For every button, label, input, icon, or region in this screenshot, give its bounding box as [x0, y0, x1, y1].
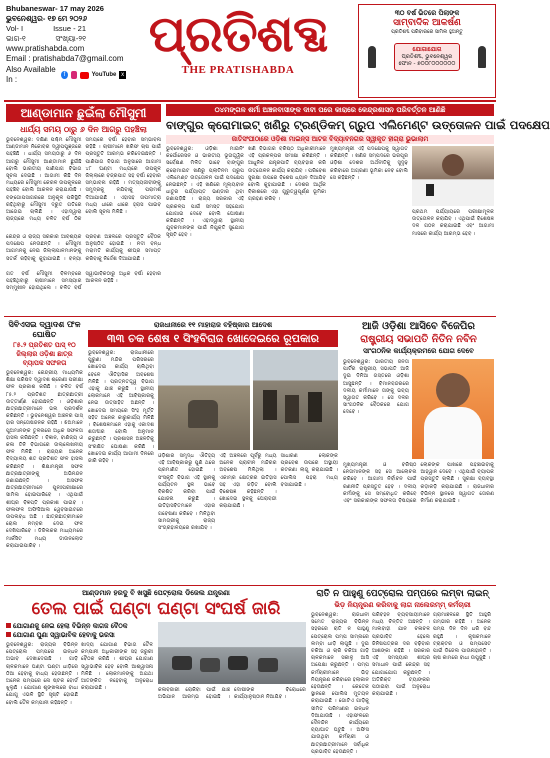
person-figure [436, 373, 470, 407]
logo [148, 4, 328, 84]
story-subhead: ସାଂଗଠନିକ କାର୍ଯ୍ୟକ୍ରମରେ ଯୋଗ ଦେବେ [363, 347, 474, 355]
story-body: ଭୁବନେଶ୍ୱର: କେନ୍ଦ୍ରୀୟ ମାଧ୍ୟମିକ ଶିକ୍ଷା ପରିଷଦ ଦ୍ୱାଦଶ ଶ୍ରେଣୀ ପରୀକ୍ଷା ଫଳ ପ୍ରକାଶ କରିଛି । ଚଳିତ ବର୍ଷ ୮୫.୨ ପ୍ରତିଶତ ଛାତ୍ରଛାତ୍ରୀ ଉତ୍ତୀର୍ଣ୍ଣ ହୋଇଛନ୍ତି । ଓଡ଼ିଶାର ଛାତ୍ରଛାତ୍ରୀମାନେ ଭଲ ପ୍ରଦର୍ଶନ କରିଛନ୍ତି । ଭୁବନେଶ୍ୱର ଅଞ୍ଚଳର ପାସ୍ ହାର ସନ୍ତୋଷଜନକ ରହିଛି । ଝିଅମାନେ ପୁଅମାନଙ୍କ ତୁଳନାରେ ଅଧିକ ସଫଳତା ହାସଲ କରିଛନ୍ତି । ବିଜ୍ଞାନ, ବାଣିଜ୍ୟ ଓ କଳା ତିନି ବିଭାଗରେ ଉଲ୍ଲେଖନୀୟ ଫଳ ମିଳିଛି । ରାଜ୍ୟର ଅନେକ ବିଦ୍ୟାଳୟ ଶତ ପ୍ରତିଶତ ଫଳ ହାସଲ କରିଛନ୍ତି । ଶିକ୍ଷାମନ୍ତ୍ରୀ ସଫଳ ଛାତ୍ରଛାତ୍ରୀଙ୍କୁ ଅଭିନନ୍ଦନ ଜଣାଇଛନ୍ତି । ଅସଫଳ ଛାତ୍ରଛାତ୍ରୀମାନେ ପୁନଃପରୀକ୍ଷାରେ ସାମିଲ ହୋଇପାରିବେ । ଏଥିପାଇଁ ଶୀଘ୍ର ବିଜ୍ଞପ୍ତି ପ୍ରକାଶ ପାଇବ । ଫଳାଫଳ ଅଫିସିଆଲ ୱେବସାଇଟରେ ଉପଲବ୍ଧ ଅଛି । ଛାତ୍ରଛାତ୍ରୀମାନେ ରୋଲ ନମ୍ବର ଦେଇ ଫଳ ଦେଖିପାରିବେ । ଡିଜିଲକର ମାଧ୍ୟମରେ ମାର୍କସିଟ ମଧ୍ୟ ଡାଉନଲୋଡ କରାଯାଇପାରିବ । [6, 370, 83, 549]
story-subhead: ୮୫.୨ ପ୍ରତିଶତ ପାସ୍ ୧୦ ଜିଲ୍ଲାର ଓଡ଼ିଶା ଛାତ୍ର ବ୍ୟାପକ ସଫଳତା [13, 341, 76, 367]
microphone-icon [368, 46, 376, 68]
story-body-continued: କଳାବଜାରୀ ରୋକିବା ପାଇଁ ଯାଞ୍ଚ ଅଭିଯାନ ଆରମ୍ଭ ହୋଇଛି । ଦୋଷୀଙ୍କ ବିରୋଧରେ କାର୍ଯ୍ୟାନୁଷ୍ଠାନ ନିଆଯିବ । [158, 687, 306, 701]
story-chromite[interactable] [166, 104, 550, 314]
bullet-icon [6, 623, 11, 628]
story-body: ଭୁବନେଶ୍ୱର: ଓଡ଼ିଶା ମାଇନିଂ କର୍ପୋରେସନ ଓ ଭାରତୀୟ ଭୂତାତ୍ତ୍ୱିକ ସର୍ବେକ୍ଷଣ ମିଳିତ ଭାବେ ବାଙ୍ଗୁର କ୍ରୋମାଇଟ ଖଣିରୁ ପ୍ଲାଟିନମ ଗ୍ରୁପ ଏଲିମେଣ୍ଟ ଉତ୍ତୋଳନ ପାଇଁ ପଦକ୍ଷେପ ନେଇଛନ୍ତି । ଏହି ଖଣିରେ ମୂଲ୍ୟବାନ ଧାତୁର ପର୍ଯ୍ୟାପ୍ତ ଭଣ୍ଡାର ଥିବା ଜଣାପଡ଼ିଛି । ରାଜ୍ୟ ସରକାର ଏହି ପ୍ରକଳ୍ପ ପାଇଁ ସମସ୍ତ ସହଯୋଗ ଯୋଗାଇ ଦେବେ ବୋଲି ଘୋଷଣା କରିଛନ୍ତି । ଏହାଦ୍ୱାରା ସ୍ଥାନୀୟ ଯୁବକମାନଙ୍କ ପାଇଁ ନିଯୁକ୍ତି ସୁଯୋଗ ସୃଷ୍ଟି ହେବ । [166, 146, 244, 239]
logo-english: THE PRATISHABDA [181, 64, 295, 76]
story-body-continued: ଗତ ବର୍ଷ ମୌସୁମୀ ବିଳମ୍ବରେ ପହଞ୍ଚିଥିବାରୁ ଚାଷୀମାନେ ସମସ୍ୟାର ସମ୍ମୁଖୀନ ହୋଇଥିଲେ । ଚଳିତ ବର୍ଷ ସ୍ୱାଭାବିକଠାରୁ ଅଧିକ ବର୍ଷା ହେବାର ଆକଳନ ରହିଛି । [6, 271, 161, 292]
story-kicker: ୦୪ମଙ୍ଗଳ ଶର୍ମା ଅଞ୍ଚଳବାସୀଙ୍କ ଦାବୀ ପରେ କାରାରେ କେନ୍ଦ୍ରଶାସନ ପରିବର୍ତ୍ତନ ଆଣିଛି [166, 104, 494, 116]
ad-line-1: ୩୦ ବର୍ଷ ଭିତରେ ପିଲାଙ୍କ [394, 9, 460, 17]
instagram-icon[interactable] [71, 71, 78, 79]
microphone-icon [478, 46, 486, 68]
story-photo [412, 146, 494, 206]
story-body-continued: ଖଣି ବିଭାଗର ବରିଷ୍ଠ ଅଧିକାରୀମାନେ ଏହି ପ୍ରକଳ୍ପର ସମୀକ୍ଷା କରିଛନ୍ତି । ଆଧୁନିକ ଯନ୍ତ୍ରପାତି ବ୍ୟବହାର କରି ଉତ୍ତୋଳନ କାର୍ଯ୍ୟ କରାଯିବ । ପରିବେଶ ସୁରକ୍ଷା ଉପରେ ବିଶେଷ ଧ୍ୟାନ ଦିଆଯିବ ବୋଲି କୁହାଯାଇଛି । ଦେଶର ଆର୍ଥିକ ବିକାଶରେ ଏହା ଗୁରୁତ୍ୱପୂର୍ଣ୍ଣ ଭୂମିକା ଗ୍ରହଣ କରିବ । [248, 146, 326, 203]
story-body-continued: ଗ୍ରାମାଞ୍ଚଳରେ ସ୍ଥିତି ଆହୁରି ଗମ୍ଭୀର ରହିଛି । ଅନେକ ପମ୍ପ ଦିନ ଦିନ ଧରି ବନ୍ଦ ରହୁଛି । କୃଷକମାନେ ଟ୍ରାକ୍ଟର ଓ ପମ୍ପସେଟ ପାଇଁ ଡିଜେଲ ପାଉନାହାନ୍ତି । ଚାଷ କାମରେ ବାଧା ଉପୁଜୁଛି । [433, 612, 491, 662]
story-body: ଭୁବନେଶ୍ୱର: ଭାରତୀୟ ଜନତା ପାର୍ଟିର ରାଷ୍ଟ୍ରୀୟ ସଭାପତି ଆଜି ଦୁଇ ଦିନିଆ ଗସ୍ତରେ ଓଡ଼ିଶା ଆସୁଛନ୍ତି । ବିମାନବନ୍ଦରରେ ଦଳୀୟ କର୍ମୀମାନେ ତାଙ୍କୁ ଭବ୍ୟ ସ୍ୱାଗତ କରିବେ । ସେ ଦଳର ସାଂଗଠନିକ ବୈଠକରେ ଯୋଗ ଦେବେ । [343, 359, 409, 416]
story-photo [253, 350, 338, 450]
story-body-continued: କେନ୍ଦ୍ର ଓ ରାଜ୍ୟ ସରକାର ଆବଶ୍ୟକ ପଦକ୍ଷେପ ନେଉଛନ୍ତି । ମୌସୁମୀ ଆଗମନକୁ ନେଇ ଜିଲ୍ଲାପାଳମାନଙ୍କୁ ସତର୍କ ରହିବାକୁ କୁହାଯାଇଛି । ବନ୍ୟା ପ୍ରବଣ ଅଞ୍ଚଳରେ ପ୍ରସ୍ତୁତି ବୈଠକ ଅନୁଷ୍ଠିତ ହୋଇଛି । ନଦୀ ବନ୍ଧ ମରାମତି କାର୍ଯ୍ୟକୁ ଶୀଘ୍ର ସମାପ୍ତ କରିବାକୁ ନିର୍ଦ୍ଦେଶ ଦିଆଯାଇଛି । [6, 234, 161, 262]
crowd-figure [285, 395, 299, 423]
story-body-continued: ମୁଖ୍ୟମନ୍ତ୍ରୀ ଏହି ପଦକ୍ଷେପକୁ ସ୍ୱାଗତ କରିଛନ୍ତି । ଖଣିଜ ସମ୍ପଦରେ ଭରପୂର ଓଡ଼ିଶା ଦେଶର ଅର୍ଥନୀତିକୁ ସୁଦୃଢ଼ କରିବାରେ ଅଗ୍ରଣୀ ଭୂମିକା ନେବ ବୋଲି ସେ କହିଛନ୍ତି । [330, 146, 408, 181]
story-body-continued: ପରିବହନ ବ୍ୟବସାୟୀମାନେ ମଧ୍ୟ ଚିନ୍ତିତ ଅଛନ୍ତି । ମାଲବାହୀ ଯାନ ଚଳାଚଳ ପ୍ରଭାବିତ ହେଲେ ଜିନିଷପତ୍ରର ଦର ବଢ଼ିବାର ଆଶଙ୍କା ରହିଛି । ସରକାର ଏହି ସମସ୍ୟାର ଶୀଘ୍ର ସମାଧାନ ପାଇଁ କେନ୍ଦ୍ର ସହ ଯୋଗାଯୋଗ କରୁଛନ୍ତି । ଅତିରିକ୍ତ ଟ୍ୟାଙ୍କର ପଠାଇବା ପାଇଁ ଅନୁରୋଧ କରାଯାଇଛି । [372, 612, 430, 698]
x-icon[interactable]: x [121, 72, 125, 78]
bullet-icon [6, 632, 11, 637]
story-subhead: ଭିଡ଼ ନିୟନ୍ତ୍ରଣ କରିବାକୁ ଲାଗ ନାଲେରମ୍ମ୍ କର୍ମଚାରୀ [334, 601, 471, 609]
story-bjp-president[interactable] [343, 320, 494, 582]
story-excavation[interactable] [88, 320, 338, 582]
queue-vehicle [200, 658, 220, 672]
story-kicker: ରାଜଧାନୀରେ ୧୧ ମାହାରାଜ ବହିଷ୍କାର ଆଦେଶ [153, 321, 273, 329]
story-body-continued: ସାଧାରଣ ଲୋକଙ୍କ ପ୍ରବେଶ ଉପରେ ଅସ୍ଥାୟୀ କଟକଣା ଲାଗୁ କରାଯାଇଛି । ପୋଲିସ ପହରା ମଧ୍ୟ ବସାଯାଇଛି । [280, 453, 338, 488]
queue-vehicle [172, 656, 192, 670]
section-divider [4, 585, 496, 586]
also-available-label: Also Available In : [6, 65, 56, 84]
masthead-divider [4, 100, 496, 102]
masthead [0, 0, 500, 103]
story-monsoon[interactable] [6, 104, 161, 314]
crowd-figure [308, 392, 322, 422]
ad-line-5: ପ୍ରତିଶବ୍ଦ, ଭୁବନେଶ୍ୱର [401, 54, 453, 60]
section-divider [4, 316, 496, 317]
story-headline: ତେଲ ପାଇଁ ଘଣ୍ଟା ଘଣ୍ଟା ସଂଘର୍ଷ ଜାରି [31, 599, 281, 619]
queue-vehicle [258, 658, 278, 672]
story-headline: ବାଙ୍ଗୁର କ୍ରୋମାଇଟ୍ ଖଣିରୁ ଟ୍ରଣ୍ଡିକମ୍ ଗ୍ରୁପ ଏଲିମେଣ୍ଟ ଉତ୍ତୋଳନ ପାଇଁ ପଦକ୍ଷେପ [166, 118, 550, 132]
stone-lion-figure [188, 400, 218, 428]
ad-line-2: ସାମ୍ବାଦିକ ଆକର୍ଷଣ [393, 18, 461, 28]
story-kicker: ଆଣ୍ଡମାନ ହରଦୁ ବି ଖସୁଛି ପେଟ୍ରୋଲ ଡିଜେଲ ଯନ୍ତ୍ରଣା [82, 589, 230, 597]
bullet-text: ଯୋଗାଣ ପୁଣା ସ୍ୱାଭାବିକ ହେବାକୁ ଭରସା [13, 631, 115, 639]
youtube-icon[interactable] [80, 72, 88, 79]
odia-dateline: ଭୁବନେଶ୍ୱର- ୧୭ ମେ ୨୦୨୬ [6, 14, 88, 23]
story-photo [158, 350, 250, 450]
bullet-text: ଯୋଗାଣକୁ ନେଇ ହେଲା ବିଭିନ୍ନ କାଗଜ ବୈଠକ [13, 622, 128, 630]
story-headline: ଆଣ୍ଡାମାନ ଛୁଇଁଲା ମୌସୁମୀ [6, 104, 161, 122]
volume: Vol- I [6, 24, 24, 33]
microphone-icon [426, 184, 434, 196]
story-photo [412, 359, 494, 459]
story-body-continued: ମୁଖ୍ୟମନ୍ତ୍ରୀ ଓ ବରିଷ୍ଠ ନେତାମାନଙ୍କ ସହ ସେ ଆଲୋଚନା କରିବେ । ଆଗାମୀ ନିର୍ବାଚନ ପାଇଁ ରଣନୀତି ପ୍ରସ୍ତୁତ ହେବ । ଦଳୀୟ କର୍ମୀଙ୍କୁ ସେ ସମ୍ବୋଧିତ କରିବେ ଏବଂ ସରକାରଙ୍କ ସଫଳତା ବିଷୟରେ ଲୋକଙ୍କ ପାଖରେ ପହଞ୍ଚାଇବାକୁ ଆହ୍ୱାନ ଦେବେ । ଏଥିପାଇଁ ବ୍ୟାପକ ପ୍ରସ୍ତୁତି ଚାଲିଛି । ସୁରକ୍ଷା ବ୍ୟବସ୍ଥା କଡ଼ାକଡ଼ି କରାଯାଇଛି । ରାଜଧାନୀର ବିଭିନ୍ନ ସ୍ଥାନରେ ସ୍ୱାଗତ ତୋରଣ ନିର୍ମାଣ କରାଯାଇଛି । [343, 462, 494, 505]
story-bullet [6, 631, 154, 640]
story-tagline: ଜାତିସଂଘୀଠାରେ ଓଡ଼ିଶା ମାଇନ୍ସ ଆଟଜ ବିଦ୍ୟାବନଗର ସ୍ୱୀକୃତ ହୀଗ୍ରା ଭୁଭାଲାମ [166, 135, 494, 144]
recruitment-ad[interactable] [358, 4, 496, 98]
story-body-continued: ଓଡ଼ିଶାର ସମୃଦ୍ଧ ଐତିହ୍ୟ ଏହି ଆବିଷ୍କାରରୁ ପୁଣି ଥରେ ପ୍ରମାଣିତ ହୋଇଛି । ସଂସ୍କୃତି ବିଭାଗ ଏହି ସ୍ଥାନକୁ ପର୍ଯ୍ୟଟନ ସ୍ଥଳ ଭାବେ ବିକଶିତ କରିବା ପାଇଁ ଯୋଜନା କରୁଛି । ଇତିହାସବିତମାନେ ଏହାର ଗବେଷଣା କରିବେ । ମିଳିଥିବା ସାମଗ୍ରୀକୁ ରାଜ୍ୟ ସଂଗ୍ରହାଳୟରେ ରଖାଯିବ । [158, 453, 216, 532]
story-body: ଭୁବନେଶ୍ୱର: ରାଜ୍ୟର ବିଭିନ୍ନ ପେଟ୍ରୋଲ ପମ୍ପରେ ଇନ୍ଧନ ଅଭାବ ଦେଖାଦେଇଛି । ଗାଡ଼ି ଚାଳକମାନେ ଘଣ୍ଟା ଘଣ୍ଟା ଧାଡ଼ିରେ ଠିଆ ହେବାକୁ ବାଧ୍ୟ ହେଉଛନ୍ତି । ଅନେକ ପମ୍ପରେ ନୋ ଷ୍ଟକ ବୋର୍ଡ ଝୁଲୁଛି । ଯୋଗାଣ ଶୃଙ୍ଖଳାରେ ବାଧା ଯୋଗୁ ଏଭଳି ସ୍ଥିତି ସୃଷ୍ଟି ହୋଇଛି ବୋଲି ତୈଳ କମ୍ପାନୀ କହିଛନ୍ତି । [6, 642, 78, 706]
odia-volume: ଭାଗ-୧ [6, 34, 26, 43]
email-link[interactable]: Email : pratishabda7@gmail.com [6, 54, 124, 63]
ad-line-4: ଯୋଗାଯୋଗ [412, 46, 442, 53]
story-headline-line-2: ରାଷ୍ଟ୍ରୀୟ ସଭାପତି ନିତିନ ନବିନ [360, 334, 477, 345]
youtube-label: YouTube [91, 72, 117, 78]
queue-vehicle [228, 656, 248, 670]
ad-line-3: ପ୍ରତିଶବ୍ଦ ପରିବାରରେ ସାମିଲ ହୁଅନ୍ତୁ [391, 29, 463, 35]
story-photo [158, 622, 306, 684]
story-headline: ୩୩ ଚକ ଶେଷ ୧ ସିଂହବିରାଜ ଖୋଦେଇରେ ରୂପକାର [88, 330, 338, 347]
ad-line-6: ଫୋନ - ୭୦୦୮୦୦୦୦୦୦ [398, 61, 456, 67]
story-subhead: ଧାର୍ଯ୍ୟ ସମୟ ଠାରୁ ୬ ଦିନ ଆଗରୁ ପହଞ୍ଚିଲା [20, 125, 147, 134]
odia-issue: ସଂଖ୍ୟା-୨୧ [55, 34, 86, 43]
story-headline: ଆଜି ଓଡ଼ିଶା ଆସିବେ ବିଜେପିର [362, 321, 475, 332]
story-body-continued: ଖାଦ୍ୟ ଯୋଗାଣ ବିଭାଗ ତୈଳ କମ୍ପାନୀ ଅଧିକାରୀଙ୍କ ସହ ଜରୁରୀ ବୈଠକ କରିଛି । ଶୀଘ୍ର ଯୋଗାଣ ସ୍ୱାଭାବିକ ହେବ ବୋଲି ଆଶ୍ୱାସନା ମିଳିଛି । ଲୋକମାନଙ୍କୁ ଅଯଥା ଆତଙ୍କିତ ନହେବାକୁ ଅନୁରୋଧ କରାଯାଇଛି । [81, 642, 153, 692]
story-headline: ରାତି ନ ପାହୁଣୁ ପେଟ୍ରୋଲ ପମ୍ପରେ ଲମ୍ବା ଲାଇନ୍ [316, 589, 489, 599]
story-petrol-queue[interactable] [311, 588, 494, 754]
story-headline: ସିବିଏସଇ ଦ୍ୱାଦଶ ଫଳ ଘୋଷିତ [8, 320, 81, 339]
issue: Issue - 21 [53, 24, 86, 33]
crowd-figure [263, 390, 277, 420]
website-link[interactable]: www.pratishabda.com [6, 44, 85, 53]
story-body-continued: ଏହି ଅଞ୍ଚଳରେ ପୂର୍ବରୁ ମଧ୍ୟ ଅନେକ ପ୍ରାଚୀନ ମନ୍ଦିରର ଅବଶେଷ ମିଳିଥିଲା । ଏକାମ୍ର କ୍ଷେତ୍ରର ଇତିହାସ ସହ ଏହା ଜଡ଼ିତ ବୋଲି ବିଶେଷଜ୍ଞ କହିଛନ୍ତି । ଖୋଦେଇ ସ୍ଥଳକୁ ଘେରାବନ୍ଦୀ କରାଯାଇଛି । [219, 453, 277, 510]
story-body: ଭୁବନେଶ୍ୱର: ରାଜଧାନୀ ସମେତ ରାଜ୍ୟର ବିଭିନ୍ନ ସହରରେ ରାତି ନ ପାହୁଣୁ ପେଟ୍ରୋଲ ପମ୍ପ ସାମ୍ନାରେ ଲମ୍ବା ଧାଡ଼ି ଲାଗୁଛି । ଦୁଇ ଚକିଆ ଓ ଚାରି ଚକିଆ ଗାଡ଼ି ଚାଳକମାନେ ସକାଳୁ ଆସି ଅପେକ୍ଷା କରୁଛନ୍ତି । ପମ୍ପ କର୍ମଚାରୀମାନେ ଭିଡ଼ ନିୟନ୍ତ୍ରଣ କରିବାରେ ହଲାକାନ ହେଉଛନ୍ତି । କେତେକ ସ୍ଥାନରେ ପୋଲିସ ମୁତୟନ କରାଯାଇଛି । ଗୋଟିଏ ଗାଡ଼ିକୁ ସୀମିତ ପରିମାଣର ଇନ୍ଧନ ଦିଆଯାଉଛି । ଏହାଫଳରେ ଦୈନନ୍ଦିନ କାର୍ଯ୍ୟରେ ବ୍ୟାଘାତ ଘଟୁଛି । ଅଫିସ ଯାଉଥିବା କର୍ମଚାରୀ ଓ ଛାତ୍ରଛାତ୍ରୀମାନେ ସର୍ବାଧିକ ପ୍ରଭାବିତ ହେଉଛନ୍ତି । [311, 612, 369, 755]
facebook-icon[interactable]: f [61, 71, 68, 79]
masthead-info [6, 4, 126, 85]
person-figure [424, 407, 482, 459]
story-body-continued: ପ୍ରଥମ ପର୍ଯ୍ୟାୟରେ ପରୀକ୍ଷାମୂଳକ ଉତ୍ତୋଳନ କରାଯିବ । ଏଥିପାଇଁ ବିଶେଷଜ୍ଞ ଦଳ ଗଠନ କରାଯାଇଛି ଏବଂ ଆଗାମୀ ମାସରେ କାର୍ଯ୍ୟ ଆରମ୍ଭ ହେବ । [412, 209, 494, 237]
dateline: Bhubaneswar- 17 may 2026 [6, 4, 104, 13]
story-body: ଭୁବନେଶ୍ୱର: ଦକ୍ଷିଣ ପଶ୍ଚିମ ମୌସୁମୀ ଆଣ୍ଡାମାନ ନିକୋବର ଦ୍ୱୀପପୁଞ୍ଜରେ ପହଞ୍ଚିଛି । ଧାର୍ଯ୍ୟ ସମୟଠାରୁ ୬ ଦିନ ଆଗରୁ ମୌସୁମୀ ଆଣ୍ଡାମାନ ଛୁଇଁଛି ବୋଲି ଭାରତୀୟ ପାଣିପାଗ ବିଭାଗ ସୂଚନା ଦେଇଛି । ଆଗାମୀ କିଛି ଦିନ ମଧ୍ୟରେ ମୌସୁମୀ କେରଳ ଉପକୂଳରେ ପହଞ୍ଚିବ ବୋଲି ଆକଳନ କରାଯାଉଛି । ବଙ୍ଗୋପସାଗରରେ ଅନୁକୂଳ ପରିସ୍ଥିତି ରହିଥିବାରୁ ମୌସୁମୀ ଦ୍ରୁତ ଗତିରେ ଆଗେଇ ଚାଲିଛି । ଏହାଦ୍ୱାରା ରାଜ୍ୟରେ ମଧ୍ୟ ଚଳିତ ବର୍ଷ ଠିକ ସମୟରେ ବର୍ଷା ହେବାର ସମ୍ଭାବନା ରହିଛି । ଚାଷୀମାନେ ଖରିଫ ଚାଷ ପାଇଁ ପ୍ରସ୍ତୁତି ଆରମ୍ଭ କରିଦେଇଛନ୍ତି । ପାଣିପାଗ ବିଭାଗ ଅନୁସାରେ ଆଗାମୀ ୪୮ ଘଣ୍ଟା ମଧ୍ୟରେ ଉପକୂଳ ଜିଲ୍ଲାରେ ବଜ୍ରପାତ ସହ ବର୍ଷା ହେବାର ସମ୍ଭାବନା ରହିଛି । ମତ୍ସ୍ୟଜୀବୀଙ୍କୁ ସମୁଦ୍ରକୁ ନଯିବାକୁ ପରାମର୍ଶ ଦିଆଯାଇଛି । ଏହାସହ ତାପମାତ୍ରା ମଧ୍ୟ ଧୀରେ ଧୀରେ ହ୍ରାସ ପାଇବ ବୋଲି ସୂଚନା ମିଳିଛି । [6, 137, 161, 223]
story-fuel-struggle[interactable] [6, 588, 306, 754]
person-figure [442, 154, 464, 176]
story-cbse[interactable] [6, 320, 83, 582]
story-bullet [6, 622, 154, 631]
logo-title: ପ୍ରତିଶବ୍ଦ [148, 5, 328, 63]
story-body: ଭୁବନେଶ୍ୱର: ରାଜଧାନୀରେ ପୁରୁଣା ମନ୍ଦିର ପରିସରରେ ଖୋଦେଇ କାର୍ଯ୍ୟ ଚାଲିଥିବା ବେଳେ ଐତିହାସିକ ଅବଶେଷ ମିଳିଛି । ପ୍ରତ୍ନତତ୍ତ୍ୱ ବିଭାଗ ଏହାକୁ ଯାଞ୍ଚ କରୁଛି । ସ୍ଥାନୀୟ ଲୋକମାନେ ଏହି ଆବିଷ୍କାରକୁ ନେଇ ଉତ୍ସାହିତ ଅଛନ୍ତି । ଖୋଦେଇ ସମୟରେ ସିଂହ ମୂର୍ତ୍ତି ସହିତ ଅନେକ କାରୁକାର୍ଯ୍ୟ ମିଳିଛି । ବିଶେଷଜ୍ଞମାନେ ଏହାକୁ ଏକାଦଶ ଶତାବ୍ଦୀର ବୋଲି ଅନୁମାନ କରୁଛନ୍ତି । ପ୍ରଶାସନ ଅଞ୍ଚଳଟିକୁ ସଂରକ୍ଷିତ ଘୋଷଣା କରିଛି । ଖୋଦେଇ କାର୍ଯ୍ୟ ଆଗାମୀ ଦିନରେ ଜାରି ରହିବ । [88, 350, 154, 465]
